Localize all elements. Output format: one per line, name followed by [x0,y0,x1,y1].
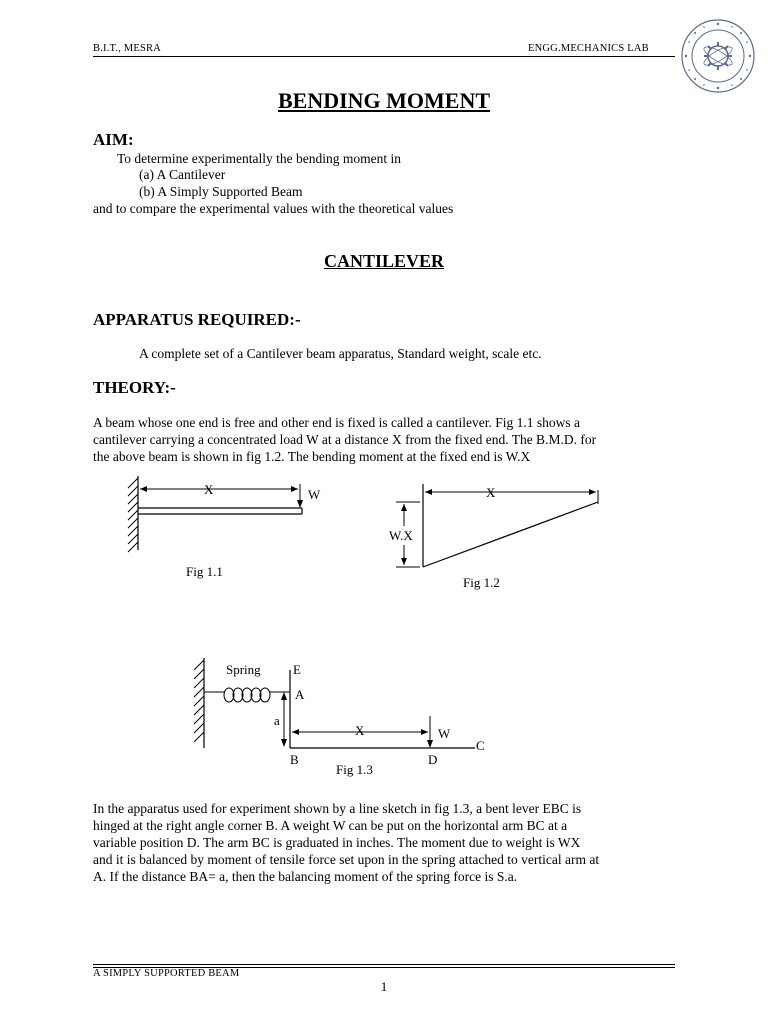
paragraph2-line-2: hinged at the right angle corner B. A weight W can be put on the horizontal arm BC at a [93,818,568,833]
aim-item-b: (b) A Simply Supported Beam [139,184,303,199]
page-title: BENDING MOMENT [277,88,491,113]
aim-item-a: (a) A Cantilever [139,167,226,182]
theory-line-1: A beam whose one end is free and other end is fixed is called a cantilever. Fig 1.1 shows a [93,415,580,430]
cantilever-heading: CANTILEVER [323,251,445,271]
paragraph2-line-3: variable position D. The arm BC is graduated in inches. The moment due to weight is WX [93,835,581,850]
footer-left: A SIMPLY SUPPORTED BEAM [93,968,240,979]
header-rule [93,56,675,57]
fig1-3-spring-label: Spring [226,662,261,677]
footer-rule [93,964,675,965]
aim-heading: AIM: [93,130,134,149]
fig1-2-wx-label: W.X [389,528,413,543]
paragraph2-line-4: and it is balanced by moment of tensile force set upon in the spring attached to vertical arm at [93,852,600,867]
paragraph2-line-5: A. If the distance BA= a, then the balancing moment of the spring force is S.a. [93,869,518,884]
fig1-1-w-label: W [308,487,321,502]
fig1-3-a-length-label: a [274,713,280,728]
spring [204,688,290,702]
theory-line-2: cantilever carrying a concentrated load W at a distance X from the fixed end. The B.M.D. for [93,432,597,447]
fig1-3-a-point-label: A [295,687,305,702]
aim-line2: and to compare the experimental values with the theoretical values [93,201,454,216]
fig1-3-x-label: X [355,723,365,738]
bmd-slope [423,502,598,567]
paragraph2-line-1: In the apparatus used for experiment shown by a line sketch in fig 1.3, a bent lever EBC is [93,801,582,816]
theory-heading: THEORY:- [93,378,176,397]
apparatus-text: A complete set of a Cantilever beam apparatus, Standard weight, scale etc. [139,346,542,361]
apparatus-heading: APPARATUS REQUIRED:- [93,310,301,329]
header-right: ENGG.MECHANICS LAB [528,43,649,54]
fig1-3-b-label: B [290,752,299,767]
fig1-3-caption: Fig 1.3 [336,762,373,777]
wall-hatching [128,478,138,552]
fig1-1-x-label: X [204,482,214,497]
page-number: 1 [380,979,388,994]
aim-line1: To determine experimentally the bending moment in [117,151,401,166]
theory-line-3: the above beam is shown in fig 1.2. The bending moment at the fixed end is W.X [93,449,531,464]
institute-seal-icon [680,18,756,94]
fig1-3-c-label: C [476,738,485,753]
fig1-3-w-label: W [438,726,451,741]
fig1-2-x-label: X [486,485,496,500]
header-left: B.I.T., MESRA [93,43,162,54]
fig1-3-d-label: D [428,752,438,767]
fig1-3-e-label: E [293,662,301,677]
fig-1-1-cantilever-diagram [110,470,340,560]
fig1-1-caption: Fig 1.1 [186,564,223,579]
fig1-2-caption: Fig 1.2 [463,575,500,590]
